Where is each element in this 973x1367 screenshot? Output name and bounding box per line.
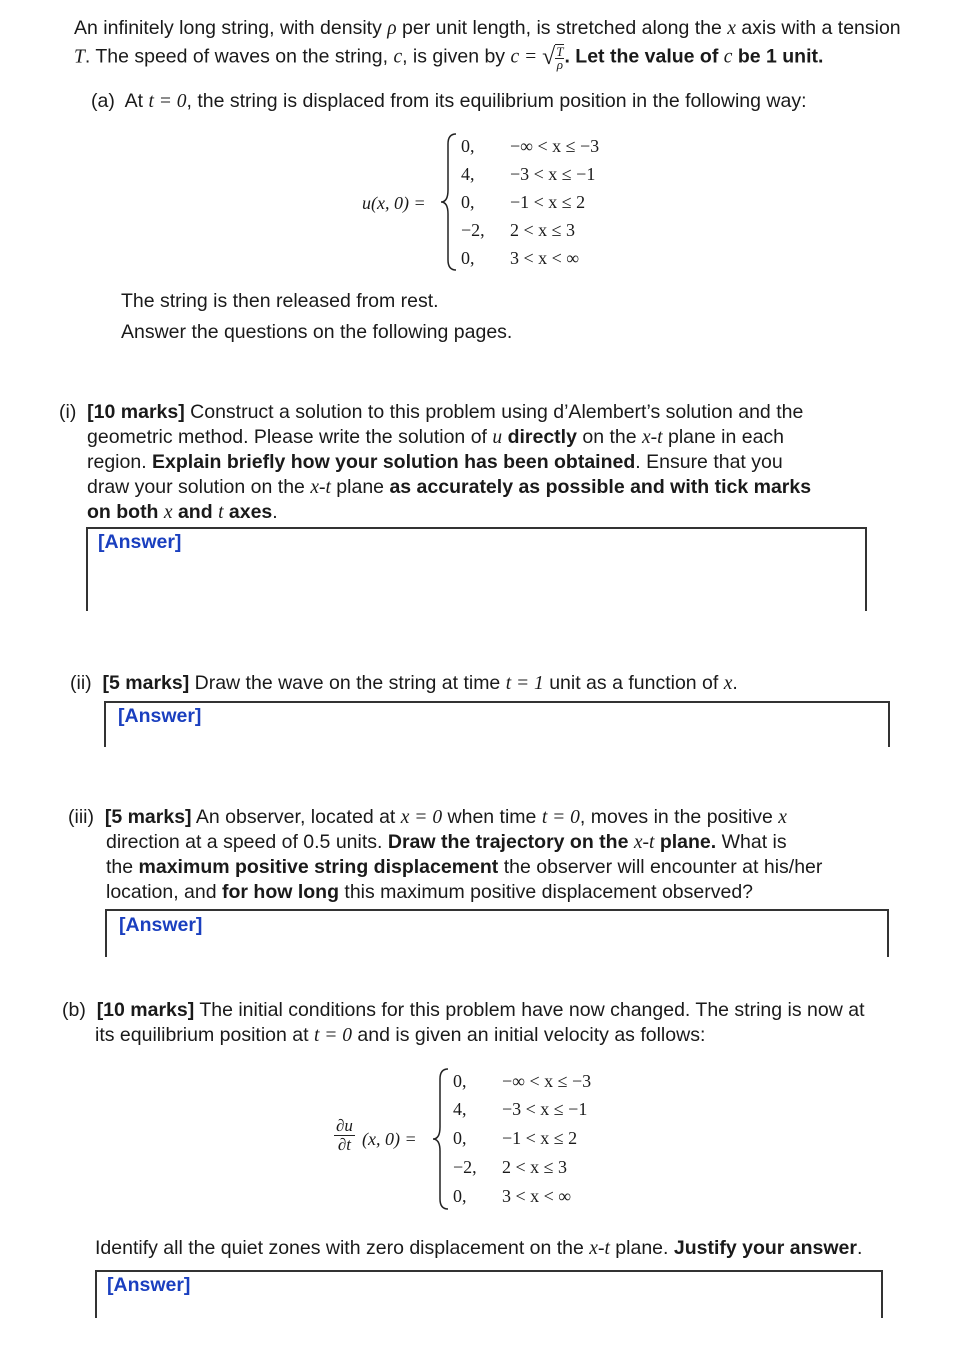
case-condition: −1 < x ≤ 2 [510,192,586,212]
left-brace-icon [438,132,460,272]
partial-derivative: ∂u ∂t [336,1116,353,1154]
question-iii: (iii) [5 marks] An observer, located at x = 0 when time t = 0, moves in the positive x direction at a speed of 0.5 units. Draw the trajectory on the x-t plane. What is the maximum positive string displacement the observer will encounter at his/her location, and for how long this maximum positive displacement observed? [68,806,823,903]
case-value: 4, [461,164,475,184]
case-condition: 2 < x ≤ 3 [502,1157,568,1177]
case-condition: −∞ < x ≤ −3 [502,1071,592,1091]
question-ii: (ii) [5 marks] Draw the wave on the string at time t = 1 unit as a function of x. [70,672,738,694]
left-brace-icon [430,1067,452,1211]
case-condition: −1 < x ≤ 2 [502,1128,578,1148]
case-condition: −3 < x ≤ −1 [510,164,596,184]
answer-label: [Answer] [107,1274,191,1296]
part-a-statement: (a) At t = 0, the string is displaced from its equilibrium position in the following way: [91,90,807,112]
case-value: 0, [461,192,475,212]
answer-box-b[interactable] [95,1270,883,1318]
sqrt-formula: √ $\frac{T}{\rho}$ [542,44,564,72]
released-text: The string is then released from rest. [121,290,439,312]
case-value: 0, [453,1071,467,1091]
piecewise-lhs: (x, 0) = [362,1129,417,1149]
case-value: 4, [453,1099,467,1119]
intro-line-2: T. The speed of waves on the string, c, is given by c = √ $\frac{T}{\rho}$ . Let the value of c be 1 unit. [74,44,824,72]
case-value: 0, [461,248,475,268]
case-condition: 3 < x < ∞ [510,248,580,268]
question-i: (i) [10 marks] Construct a solution to this problem using d’Alembert’s solution and the geometric method. Please write the solution of u directly on the x-t plane in each region. Explain briefly how your solution has been obtained. Ensure that you draw your solution on the x-t plane as accurately as possible and with tick marks on both x and t axes. [59,401,812,523]
case-condition: −∞ < x ≤ −3 [510,136,600,156]
following-text: Answer the questions on the following pages. [121,321,513,343]
identify-text: Identify all the quiet zones with zero displacement on the x-t plane. Justify your answer. [95,1237,863,1259]
answer-box-i[interactable] [86,527,867,611]
piecewise-lhs: u(x, 0) = [362,193,426,213]
answer-label: [Answer] [118,705,202,727]
case-value: 0, [461,136,475,156]
answer-box-ii[interactable] [104,701,890,747]
answer-label: [Answer] [119,914,203,936]
case-value: 0, [453,1128,467,1148]
case-value: −2, [453,1157,477,1177]
case-condition: −3 < x ≤ −1 [502,1099,588,1119]
case-value: −2, [461,220,485,240]
part-b-statement: (b) [10 marks] The initial conditions for this problem have now changed. The string is now at its equilibrium position at t = 0 and is given an initial velocity as follows: [62,999,865,1046]
intro-line-1: An infinitely long string, with density ρ per unit length, is stretched along the x axis with a tension [74,17,901,39]
answer-box-iii[interactable] [105,909,889,957]
case-condition: 3 < x < ∞ [502,1186,572,1206]
case-value: 0, [453,1186,467,1206]
answer-label: [Answer] [98,531,182,553]
case-condition: 2 < x ≤ 3 [510,220,576,240]
